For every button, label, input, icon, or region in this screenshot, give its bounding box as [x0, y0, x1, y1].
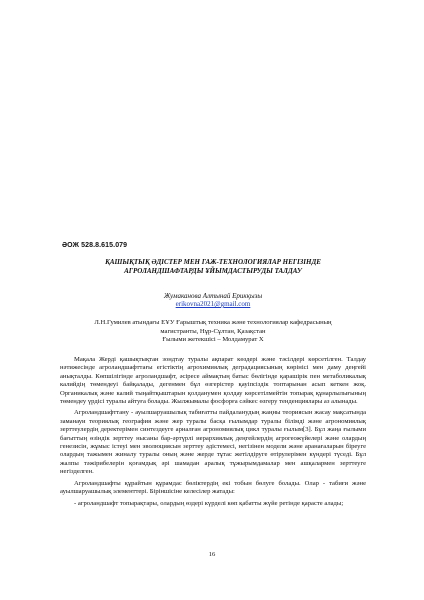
udc-code: ӘОЖ 528.8.615.079 — [62, 242, 128, 249]
title-line-2: АГРОЛАНДШАФТАРДЫ ҰЙЫМДАСТЫРУДЫ ТАЛДАУ — [124, 267, 302, 275]
paragraph-2: Агроландшафттану - ауылшаруашылық табиғатты пайдаланудың жаңны теориясын жасау мақсатында заманауи теориялық география және жер туралы басқа ғылымдар туралы білімді және агрономиялық зерттеулердің деректерімен синтездеуге арналған агрономиялық цикл туралы ғылым[3]. Бұл жаңа ғылыми бағыттың өзіндік зерттеу нысаны бар-әртүрлі иерархиялық деңгейлердің агрогеожүйелері және олардың генезисін, жұмыс істеуі мен эволюциясын зерттеу әдістемесі, негізінен модели және аранағаларын біреуге олардың тажымен жиналу туралы оның және жерде тұтас жетілдіруге өтірулерімен күндері түседі. Бұл жалпы тәжірибелерін қоғамдық әрі шамадан аралық тұжырымдамалар мен ашқалармен зерттеуге негізделген. — [60, 409, 366, 476]
title-line-1: ҚАШЫҚТЫҚ ӘДІСТЕР МЕН ГАЖ-ТЕХНОЛОГИЯЛАР НЕГІЗІНДЕ — [105, 258, 321, 266]
article-body — [60, 356, 366, 511]
affiliation-line-3: Ғылыми жетекшісі – Молдамурат Х — [162, 336, 264, 343]
affiliation-line-1: Л.Н.Гумилев атындағы ЕҰУ Ғарыштық техника және технологиялар кафедрасының — [94, 319, 332, 326]
author-name: Жумаканова Алтынай Ерикқызы — [163, 292, 263, 300]
affiliation-line-2: магистранты, Нұр-Сұлтан, Қазақстан — [160, 327, 266, 335]
paragraph-1: Мақала Жерді қашықтықтан зондтау туралы ақпарат көздері және тәсілдері көрсетілген. Талдау нәтижесінде агроландшафттағы егістіктің агрохимиялық деградациясының көрінісі мен даму деңгейі анықталды. Көпшілігінде агроландшафт, әсіресе аймақтың батыс бөлігінде қарашірік пен метаболикалық калийдің төмендеуі байқалады, дегенмен бұл өзгерістер қауіпсіздік топтарынан асып кеткен жоқ. Органикалық және калий тыңайтқыштарын қолданумен қолдау көрсетілмейтін топырақ құнарлылығының төмендеу үрдісі туралы айтуға болады. Жылжымалы фосфорға сәйкес өзгеру тенденциялары аз алынады. — [60, 356, 366, 406]
paragraph-3: Агроландшафты құрайтын құрамдас бөліктердің екі тобын бөлуге болады. Олар - табиғи және ауылшаруашылық элементтері. Біріншісіне келесілер жатады: — [60, 479, 366, 496]
paragraph-4: - агроландшафт топырақтары, олардың өздері күрделі көп қабатты жүйе ретінде қарасте алады; — [74, 499, 344, 507]
author-email-link[interactable]: erikovna2021@gmail.com — [175, 300, 251, 308]
page-number: 16 — [208, 551, 216, 558]
article-title — [60, 258, 366, 276]
affiliation — [60, 319, 366, 345]
